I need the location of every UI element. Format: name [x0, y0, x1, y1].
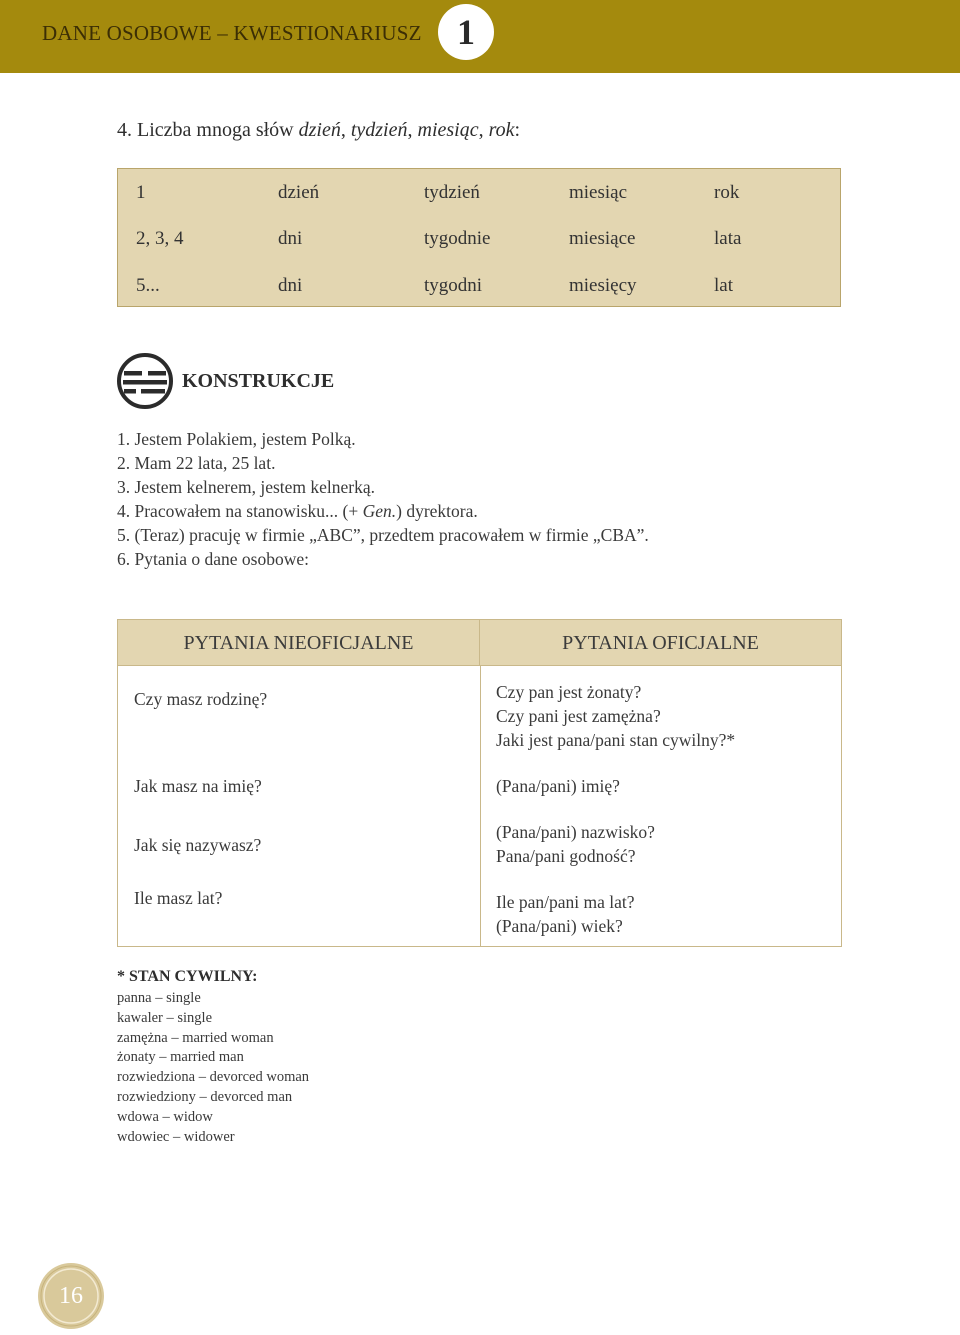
construction-item-text: 4. Pracowałem na stanowisku... (+ [117, 501, 363, 521]
construction-item: 1. Jestem Polakiem, jestem Polką. [117, 429, 356, 449]
constructions-list [117, 427, 649, 571]
plural-cell: 5... [136, 275, 160, 296]
construction-item: 6. Pytania o dane osobowe: [117, 549, 309, 569]
informal-questions-header: PYTANIA NIEOFICJALNE [118, 620, 480, 666]
header-band [0, 0, 960, 73]
construction-item: 3. Jestem kelnerem, jestem kelnerką. [117, 477, 376, 497]
formal-question: (Pana/pani) nazwisko? [496, 822, 655, 842]
plural-cell: 1 [136, 182, 146, 203]
constructions-icon [116, 352, 174, 410]
marital-status-title: * STAN CYWILNY: [117, 968, 258, 985]
plural-table [117, 168, 841, 307]
marital-status-item: rozwiedziony – devorced man [117, 1088, 293, 1105]
formal-question: Ile pan/pani ma lat? [496, 892, 635, 912]
plural-word: rok [488, 119, 515, 141]
construction-item-text: ) dyrektora. [396, 501, 478, 521]
header-title: DANE OSOBOWE – KWESTIONARIUSZ [42, 21, 422, 45]
constructions-title: KONSTRUKCJE [182, 370, 335, 392]
plural-cell: lat [714, 275, 733, 296]
informal-question: Ile masz lat? [134, 888, 223, 908]
plural-cell: dzień [278, 182, 320, 203]
plural-row [118, 182, 842, 206]
plural-word: dzień [298, 119, 341, 141]
plural-cell: tygodnie [424, 228, 491, 249]
marital-status-list [117, 989, 309, 1147]
plural-cell: dni [278, 228, 303, 249]
marital-status-item: panna – single [117, 990, 201, 1006]
construction-item-italic: Gen. [362, 501, 397, 521]
plural-cell: lata [714, 228, 742, 249]
formal-question: (Pana/pani) imię? [496, 776, 620, 796]
plural-title-prefix: 4. Liczba mnoga słów [117, 119, 299, 141]
page-number: 16 [59, 1282, 83, 1309]
plural-row [118, 228, 842, 252]
plural-cell: dni [278, 275, 303, 296]
plural-row [118, 275, 842, 299]
formal-question: Czy pani jest zamężna? [496, 706, 661, 726]
informal-question: Jak się nazywasz? [134, 835, 262, 855]
plural-section-title: 4. Liczba mnoga słów dzień, tydzień, miesiąc, rok: [117, 119, 521, 141]
marital-status-item: rozwiedziona – devorced woman [117, 1069, 310, 1086]
plural-cell: 2, 3, 4 [136, 228, 184, 249]
informal-question: Jak masz na imię? [134, 776, 262, 796]
informal-question: Czy masz rodzinę? [134, 689, 268, 709]
construction-item: 5. (Teraz) pracuję w firmie „ABC”, przedtem pracowałem w firmie „CBA”. [117, 525, 649, 545]
chapter-number: 1 [457, 12, 475, 52]
page-number-badge [37, 1262, 105, 1330]
plural-cell: miesiąc [569, 182, 628, 203]
plural-cell: tygodni [424, 275, 483, 296]
marital-status-item: wdowa – widow [117, 1108, 213, 1125]
construction-item: 2. Mam 22 lata, 25 lat. [117, 453, 276, 473]
formal-questions-header: PYTANIA OFICJALNE [480, 620, 841, 666]
column-divider [480, 666, 481, 946]
formal-question: (Pana/pani) wiek? [496, 916, 623, 936]
marital-status-item: zamężna – married woman [117, 1029, 274, 1046]
plural-word: tydzień [350, 119, 408, 141]
marital-status-item: wdowiec – widower [117, 1128, 235, 1145]
marital-status-item: żonaty – married man [117, 1049, 244, 1066]
plural-title-suffix: : [514, 119, 521, 141]
construction-item [117, 499, 649, 523]
formal-question: Jaki jest pana/pani stan cywilny?* [496, 730, 736, 750]
plural-cell: rok [714, 182, 740, 203]
chapter-number-badge [438, 4, 494, 60]
formal-question: Czy pan jest żonaty? [496, 682, 642, 702]
plural-word: miesiąc [417, 119, 479, 141]
plural-cell: tydzień [424, 182, 480, 203]
plural-cell: miesiące [569, 228, 636, 249]
marital-status-item: kawaler – single [117, 1009, 213, 1026]
plural-cell: miesięcy [569, 275, 637, 296]
questions-table [117, 619, 842, 947]
formal-question: Pana/pani godność? [496, 846, 636, 866]
